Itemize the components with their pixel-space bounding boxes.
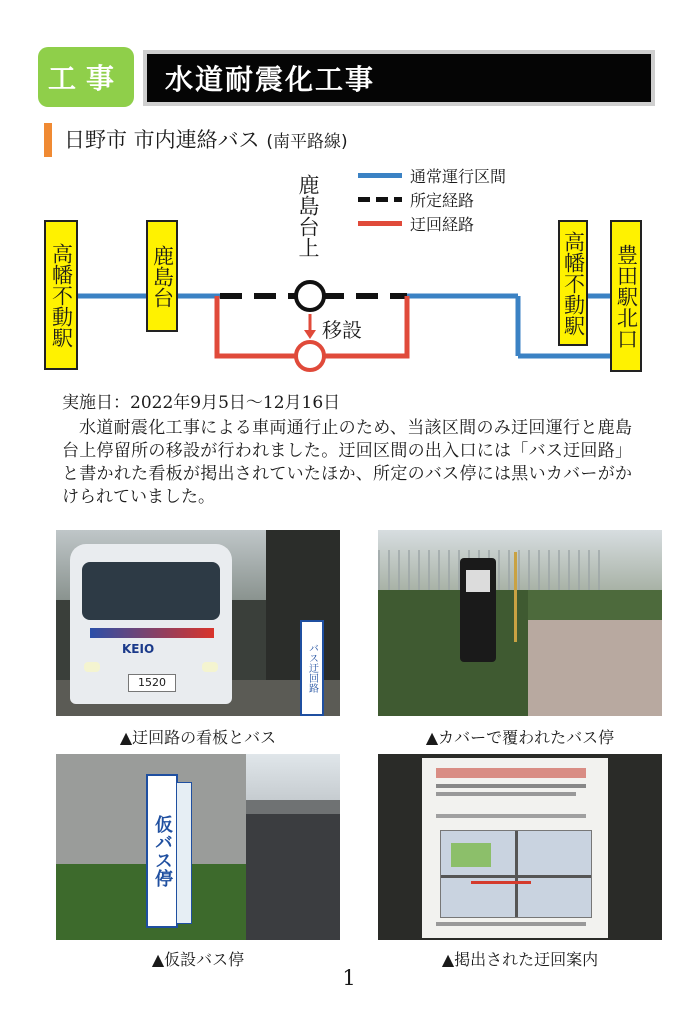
legend-label-normal: 通常運行区間 [410,167,507,186]
route-lines [0,160,698,382]
bus-logo: KEIO [122,642,155,656]
temporary-stop-marker [296,342,324,370]
relocation-arrow-head [304,330,316,339]
photo-covered-bus-stop [378,530,662,716]
caption-photo-3: ▲仮設バス停 [151,950,245,969]
covered-stop-sign [460,558,496,662]
legend-label-designated: 所定経路 [410,191,475,210]
station-toyoda-north: 豊田駅北口 [610,220,642,372]
caption-photo-4: ▲掲出された迂回案内 [441,950,599,969]
notice-sheet [422,758,608,938]
relocation-label: 移設 [322,318,362,342]
station-kashimadai: 鹿島台 [146,220,178,332]
stop-label: 鹿島台上 [296,174,320,258]
caption-photo-1: ▲迂回路の看板とバス [119,728,277,747]
legend-line-detour [358,221,402,226]
route-diagram [0,160,698,382]
article-body [62,392,632,509]
subtitle-route: (南平路線) [266,132,348,152]
bus [70,544,232,704]
temporary-stop-sign: 仮バス停 [146,774,178,928]
detour-sign: バス迂回路 [300,620,324,716]
page-number: 1 [342,966,356,990]
subtitle [64,124,348,154]
legend-label-detour: 迂回経路 [410,215,475,234]
subtitle-main: 日野市 市内連絡バス [64,128,260,152]
bus-license-plate: 1520 [128,674,176,692]
subtitle-marker [44,123,52,157]
page-title: 水道耐震化工事 [143,50,655,106]
article-paragraph: 水道耐震化工事による車両通行止のため、当該区間のみ迂回運行と鹿島台上停留所の移設が行われました。迂回区間の出入口には「バス迂回路」と書かれた看板が掲出されていたほか、所定のバス停には黒いカバーがかけられていました。 [62,418,632,507]
photo-detour-sign-bus [56,530,340,716]
notice-map [440,830,592,918]
legend-line-normal [358,173,402,178]
photo-posted-detour-notice [378,754,662,940]
photo-temporary-bus-stop [56,754,340,940]
original-stop-marker [296,282,324,310]
category-tag: 工事 [38,47,134,107]
station-takahata-fudo-right: 高幡不動駅 [558,220,588,346]
station-takahata-fudo-left: 高幡不動駅 [44,220,78,370]
implementation-date: 実施日：2022年9月5日～12月16日 [62,393,341,413]
legend-line-designated [358,197,402,202]
caption-photo-2: ▲カバーで覆われたバス停 [425,728,615,747]
